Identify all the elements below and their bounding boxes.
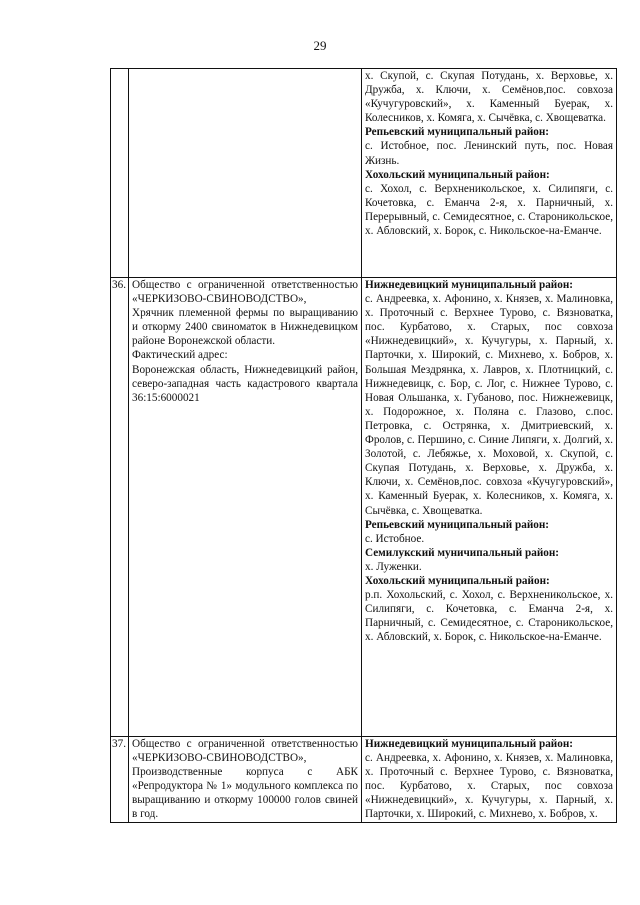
facility-description: Производственные корпуса с АБК «Репродуктора № 1» модульного комплекса по выращиванию и откорму 100000 голов свиней в год. [132,766,358,821]
table-row [111,737,617,823]
table-row [111,69,617,278]
settlements-text: р.п. Хохольский, с. Хохол, с. Верхненикольское, х. Силипяги, с. Кочетовка, с. Еманча 2-я, х. Парничный, с. Семидесятное, с. Староникольское, х. Абловский, х. Борок, с. Никольское-на-Еманче. [365,589,613,644]
district-heading: Семилукский муничипальный район: [365,546,560,559]
organization-name: Общество с ограниченной ответственностью «ЧЕРКИЗОВО-СВИНОВОДСТВО», [132,279,358,306]
facility-description: Хрячник племенной фермы по выращиванию и откорму 2400 свиноматок в Нижнедевицком районе Воронежской области. [132,307,358,348]
row-number: 37. [111,737,129,823]
areas-cell [362,69,617,278]
district-heading: Хохольский муниципальный район: [365,574,550,587]
areas-cell [362,737,617,823]
row-number [111,69,129,278]
organization-cell [129,737,362,823]
page-number: 29 [313,38,327,53]
settlements-text: с. Истобное, пос. Ленинский путь, пос. Новая Жизнь. [365,140,613,167]
row-number: 36. [111,278,129,737]
district-heading: Нижнедевицкий муниципальный район: [365,738,573,750]
settlements-text: х. Луженки. [365,560,422,573]
table-row [111,278,617,737]
settlements-text: с. Истобное. [365,532,425,545]
areas-cell [362,278,617,737]
district-heading: Репьевский муниципальный район: [365,518,550,531]
settlements-text: х. Скупой, с. Скупая Потудань, х. Верховье, х. Дружба, х. Ключи, х. Семёнов,пос. совхоза «Кучугуровский», х. Каменный Буерак, х. Колесников, х. Комяга, х. Сычёвка, с. Хвощеватка. [365,70,613,125]
organization-cell [129,278,362,737]
settlements-table [110,68,617,823]
district-heading: Нижнедевицкий муниципальный район: [365,279,573,291]
organization-name: Общество с ограниченной ответственностью «ЧЕРКИЗОВО-СВИНОВОДСТВО», [132,738,358,765]
district-heading: Хохольский муниципальный район: [365,168,550,181]
address-label: Фактический адрес: [132,349,228,362]
settlements-text: с. Андреевка, х. Афонино, х. Князев, х. Малиновка, х. Проточный с. Верхнее Турово, с. Вязноватка, пос. Курбатово, х. Старых, пос совхоза «Нижнедевицкий», х. Кучугуры, х. Парный, х. Парточки, х. Широкий, с. Михнево, х. Бобров, х. [365,752,613,821]
settlements-text: с. Андреевка, х. Афонино, х. Князев, х. Малиновка, х. Проточный с. Верхнее Турово, с. Вязноватка, пос. Курбатово, х. Старых, пос совхоза «Нижнедевицкий», х. Кучугуры, х. Парный, х. Парточки, х. Широкий, с. Михнево, х. Бобров, х. Большая Мездрянка, х. Лавров, х. Плотницкий, с. Нижнедевицк, с. Бор, с. Лог, с. Нижнее Турово, с. Новая Ольшанка, х. Губаново, пос. Нижнежевицк, х. Подорожное, х. Поляна с. Глазово, с.пос. Петровка, с. Острянка, х. Дмитриевский, х. Фролов, с. Першино, с. Синие Липяги, х. Долгий, х. Золотой, с. Лебяжье, х. Моховой, х. Скупой, с. Скупая Потудань, х. Верховье, х. Дружба, х. Ключи, х. Семёнов,пос. совхоза «Кучугуровский», х. Каменный Буерак, х. Колесников, х. Комяга, х. Сычёвка, с. Хвощеватка. [365,293,613,517]
settlements-text: с. Хохол, с. Верхненикольское, х. Силипяги, с. Кочетовка, с. Еманча 2-я, х. Парничный, х. Перерывный, с. Семидесятное, с. Староникольское, х. Абловский, х. Борок, с. Никольское-на-Еманче. [365,182,613,238]
organization-cell [129,69,362,278]
address-text: Воронежская область, Нижнедевицкий район, северо-западная часть кадастрового квартала 36:15:6000021 [132,363,358,404]
district-heading: Репьевский муниципальный район: [365,126,550,139]
